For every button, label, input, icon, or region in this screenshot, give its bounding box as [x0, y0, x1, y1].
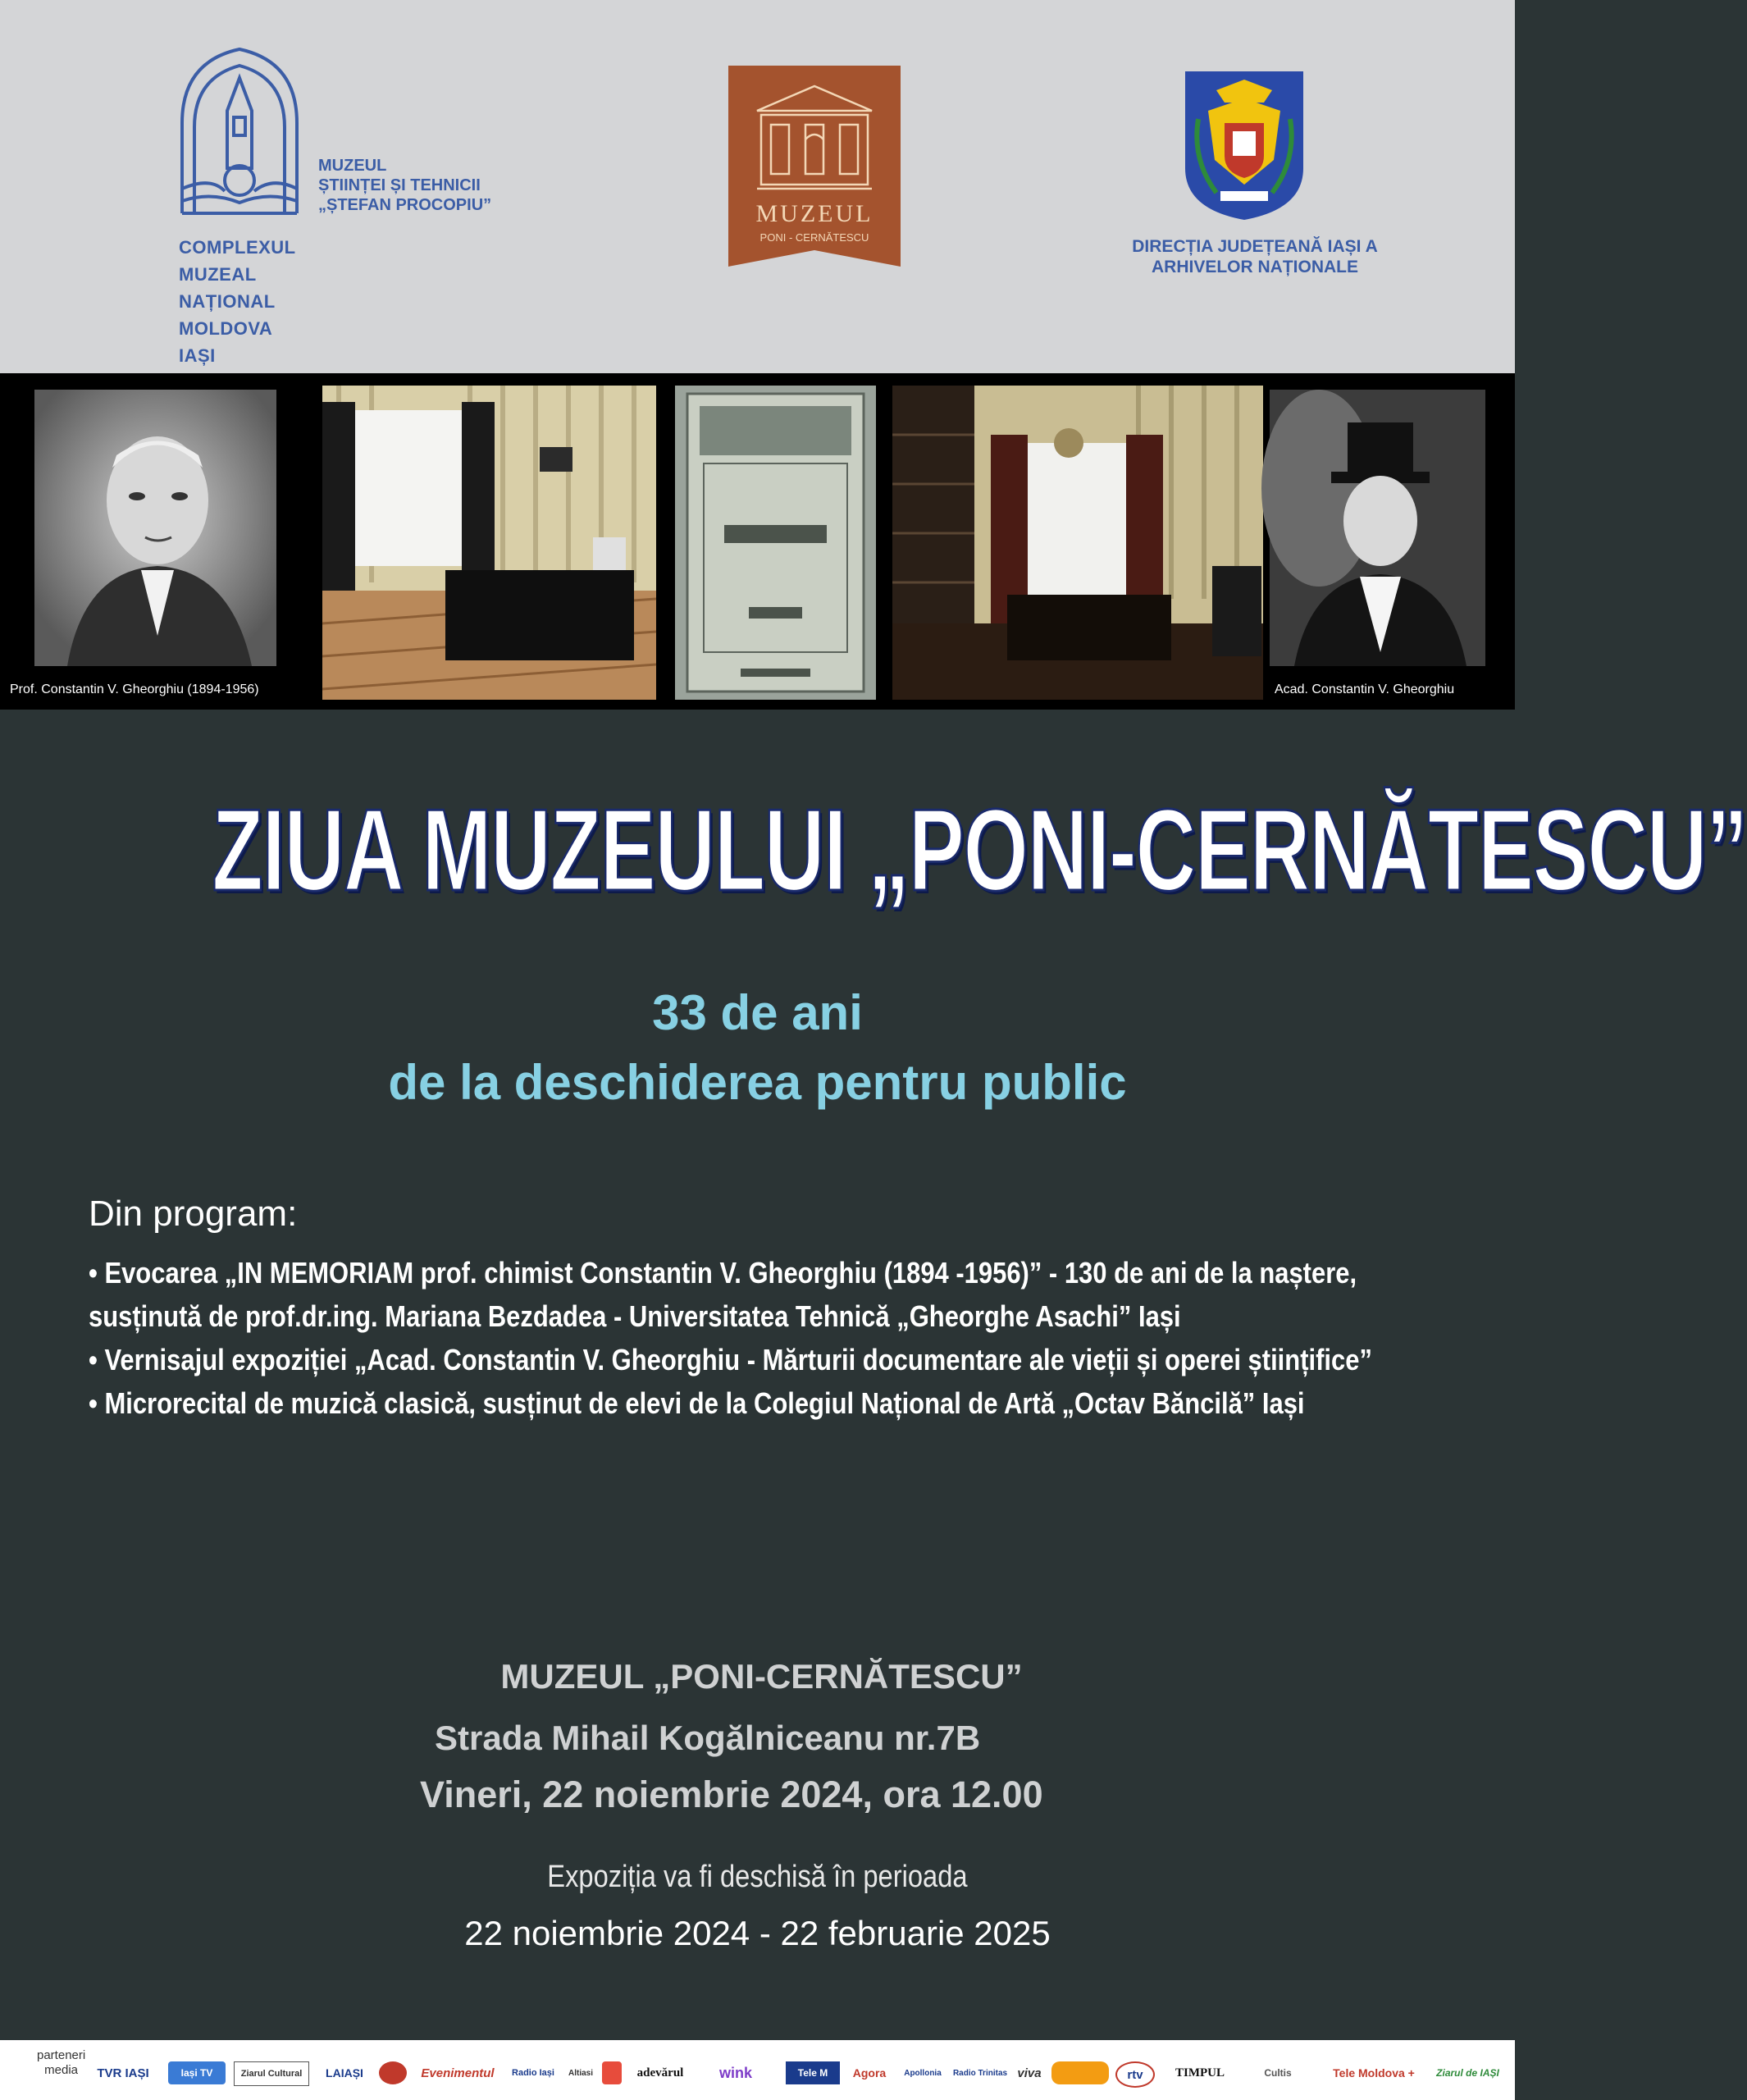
portrait-photo-left [34, 390, 276, 666]
program-item: • Vernisajul expoziției „Acad. Constantin V. Gheorghiu - Mărturii documentare ale vieții și operei științifice” [89, 1343, 1372, 1376]
cmnm-line: COMPLEXUL [179, 237, 296, 258]
museum-room-photo [322, 386, 656, 700]
partners-label-line: media [44, 2063, 79, 2077]
mst-line: „ȘTEFAN PROCOPIU” [318, 196, 492, 214]
poni-logo-sub: PONI - CERNĂTESCU [759, 231, 869, 244]
partners-label-line: parteneri [37, 2048, 86, 2062]
partner-logo-apollonia: Apollonia [904, 2068, 942, 2078]
partner-logo-timpul: TIMPUL [1175, 2066, 1225, 2079]
poni-museum-logo [728, 66, 901, 277]
partner-logo-telem: Tele M [786, 2061, 840, 2084]
archives-line: DIRECȚIA JUDEȚEANĂ IAȘI A [1132, 237, 1378, 256]
cmnm-name [179, 234, 296, 369]
partner-logo-altiasi: Altiasi [568, 2068, 593, 2078]
cmnm-logo-icon [174, 45, 305, 221]
partner-logo-circle [379, 2061, 407, 2084]
anniversary-years: 33 de ani [652, 985, 863, 1040]
location-name: MUZEUL „PONI-CERNĂTESCU” [500, 1657, 1023, 1696]
partner-logo-agora: Agora [852, 2066, 887, 2079]
program-item: • Evocarea „IN MEMORIAM prof. chimist Constantin V. Gheorghiu (1894 -1956)” - 130 de ani de la naștere, [89, 1256, 1357, 1290]
cmnm-line: IAȘI [179, 345, 216, 366]
partner-logo-adevarul: adevărul [636, 2066, 684, 2079]
cmnm-line: NAȚIONAL [179, 291, 276, 312]
romanian-coat-of-arms-icon [1184, 70, 1305, 221]
partner-logo-rtv: rtv [1115, 2061, 1155, 2088]
media-partners-label [37, 2048, 85, 2078]
partner-logo-ziarul-cultural: Ziarul Cultural [234, 2061, 309, 2086]
portrait-photo-right [1270, 390, 1485, 666]
portrait-caption-left: Prof. Constantin V. Gheorghiu (1894-1956) [10, 682, 259, 696]
partner-logo-viva: viva [1017, 2066, 1042, 2080]
partner-logo-radio-iasi: Radio Iași [512, 2068, 554, 2078]
program-heading: Din program: [89, 1194, 298, 1234]
partner-logo-ziarul-de-iasi: Ziarul de IAȘI [1436, 2067, 1499, 2079]
archives-name [1091, 236, 1419, 277]
partner-logo-tvr: TVR IAȘI [97, 2066, 149, 2080]
partner-logo-radio-colors [1051, 2061, 1109, 2084]
mst-line: ȘTIINȚEI ȘI TEHNICII [318, 176, 481, 194]
partner-logo-radio-trinitas: Radio Trinitas [952, 2068, 1008, 2078]
program-list [89, 1251, 1499, 1425]
partner-logo-iasitv: Iași TV [168, 2061, 226, 2084]
partner-logo-red-mark [602, 2061, 622, 2084]
portrait-caption-right: Acad. Constantin V. Gheorghiu [1275, 682, 1455, 696]
program-item: • Microrecital de muzică clasică, susținut de elevi de la Colegiul Național de Artă „Octav Băncilă” Iași [89, 1386, 1305, 1420]
location-street: Strada Mihail Kogălniceanu nr.7B [435, 1719, 981, 1757]
partner-logo-tele-moldova: Tele Moldova + [1333, 2066, 1415, 2079]
partner-logo-cultis: Cultis [1264, 2067, 1292, 2079]
mst-name [318, 156, 491, 215]
anniversary-subtitle: de la deschiderea pentru public [388, 1055, 1127, 1110]
exhibition-note: Expoziția va fi deschisă în perioada [547, 1860, 968, 1894]
cmnm-line: MUZEAL [179, 264, 257, 285]
partner-logo-laiasi: LAIAȘI [326, 2066, 363, 2079]
partner-logo-evenimentul: Evenimentul [421, 2066, 495, 2080]
museum-study-photo [892, 386, 1263, 700]
mst-line: MUZEUL [318, 157, 387, 175]
poni-logo-title: MUZEUL [755, 200, 874, 227]
book-cover-photo [675, 386, 876, 700]
partner-logo-wink: wink [718, 2064, 752, 2081]
program-item: susținută de prof.dr.ing. Mariana Bezdadea - Universitatea Tehnică „Gheorghe Asachi” Iași [89, 1299, 1181, 1333]
event-title: ZIUA MUZEULUI „PONI-CERNĂTESCU” [212, 785, 1747, 915]
event-date: Vineri, 22 noiembrie 2024, ora 12.00 [420, 1774, 1043, 1815]
cmnm-line: MOLDOVA [179, 318, 273, 339]
archives-line: ARHIVELOR NAȚIONALE [1152, 258, 1358, 276]
exhibition-period: 22 noiembrie 2024 - 22 februarie 2025 [464, 1914, 1051, 1952]
